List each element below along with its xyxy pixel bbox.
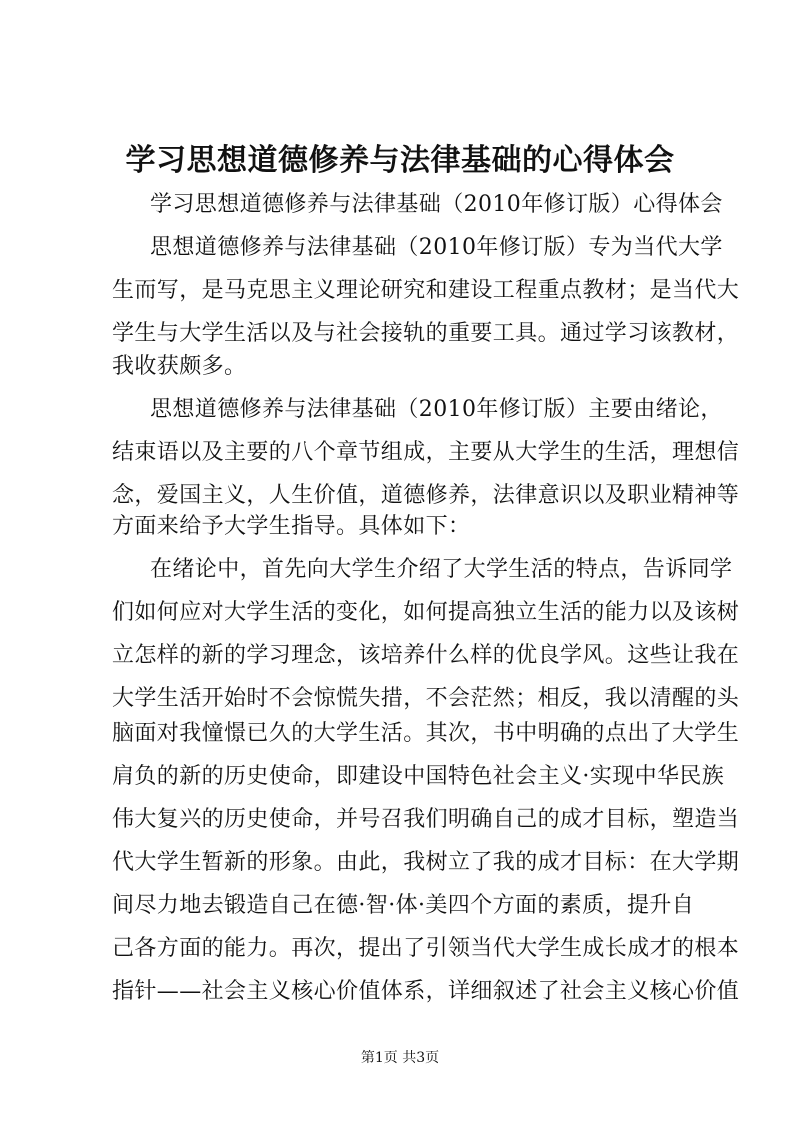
paragraph-line: 思想道德修养与法律基础（2010年修订版）主要由绪论， [150, 397, 723, 422]
paragraph-line: 在绪论中，首先向大学生介绍了大学生活的特点，告诉同学 [150, 557, 733, 582]
paragraph-line: 肩负的新的历史使命，即建设中国特色社会主义·实现中华民族 [112, 764, 725, 789]
document-title: 学习思想道德修养与法律基础的心得体会 [125, 143, 675, 178]
paragraph-line: 思想道德修养与法律基础（2010年修订版）专为当代大学 [150, 235, 723, 260]
paragraph-line: 伟大复兴的历史使命，并号召我们明确自己的成才目标，塑造当 [112, 807, 740, 832]
paragraph-line: 大学生活开始时不会惊慌失措，不会茫然；相反，我以清醒的头 [112, 686, 740, 711]
paragraph-line: 指针——社会主义核心价值体系，详细叙述了社会主义核心价值 [112, 979, 740, 1004]
subtitle-line: 学习思想道德修养与法律基础（2010年修订版）心得体会 [150, 192, 723, 217]
paragraph-line: 代大学生暂新的形象。由此，我树立了我的成才目标：在大学期 [112, 850, 740, 875]
paragraph-line: 我收获颇多。 [112, 354, 247, 379]
paragraph-line: 们如何应对大学生活的变化，如何提高独立生活的能力以及该树 [112, 600, 740, 625]
paragraph-line: 脑面对我憧憬已久的大学生活。其次，书中明确的点出了大学生 [112, 721, 740, 746]
paragraph-line: 方面来给予大学生指导。具体如下： [112, 514, 471, 539]
paragraph-line: 己各方面的能力。再次，提出了引领当代大学生成长成才的根本 [112, 936, 740, 961]
page-footer: 第1页 共3页 [360, 1050, 440, 1066]
paragraph-line: 立怎样的新的学习理念，该培养什么样的优良学风。这些让我在 [112, 643, 740, 668]
paragraph-line: 念，爱国主义，人生价值，道德修养，法律意识以及职业精神等 [112, 483, 740, 508]
paragraph-line: 结束语以及主要的八个章节组成，主要从大学生的生活，理想信 [112, 440, 740, 465]
paragraph-line: 生而写，是马克思主义理论研究和建设工程重点教材；是当代大 [112, 278, 740, 303]
paragraph-line: 间尽力地去锻造自己在德·智·体·美四个方面的素质，提升自 [112, 893, 695, 918]
paragraph-line: 学生与大学生活以及与社会接轨的重要工具。通过学习该教材， [112, 321, 740, 346]
